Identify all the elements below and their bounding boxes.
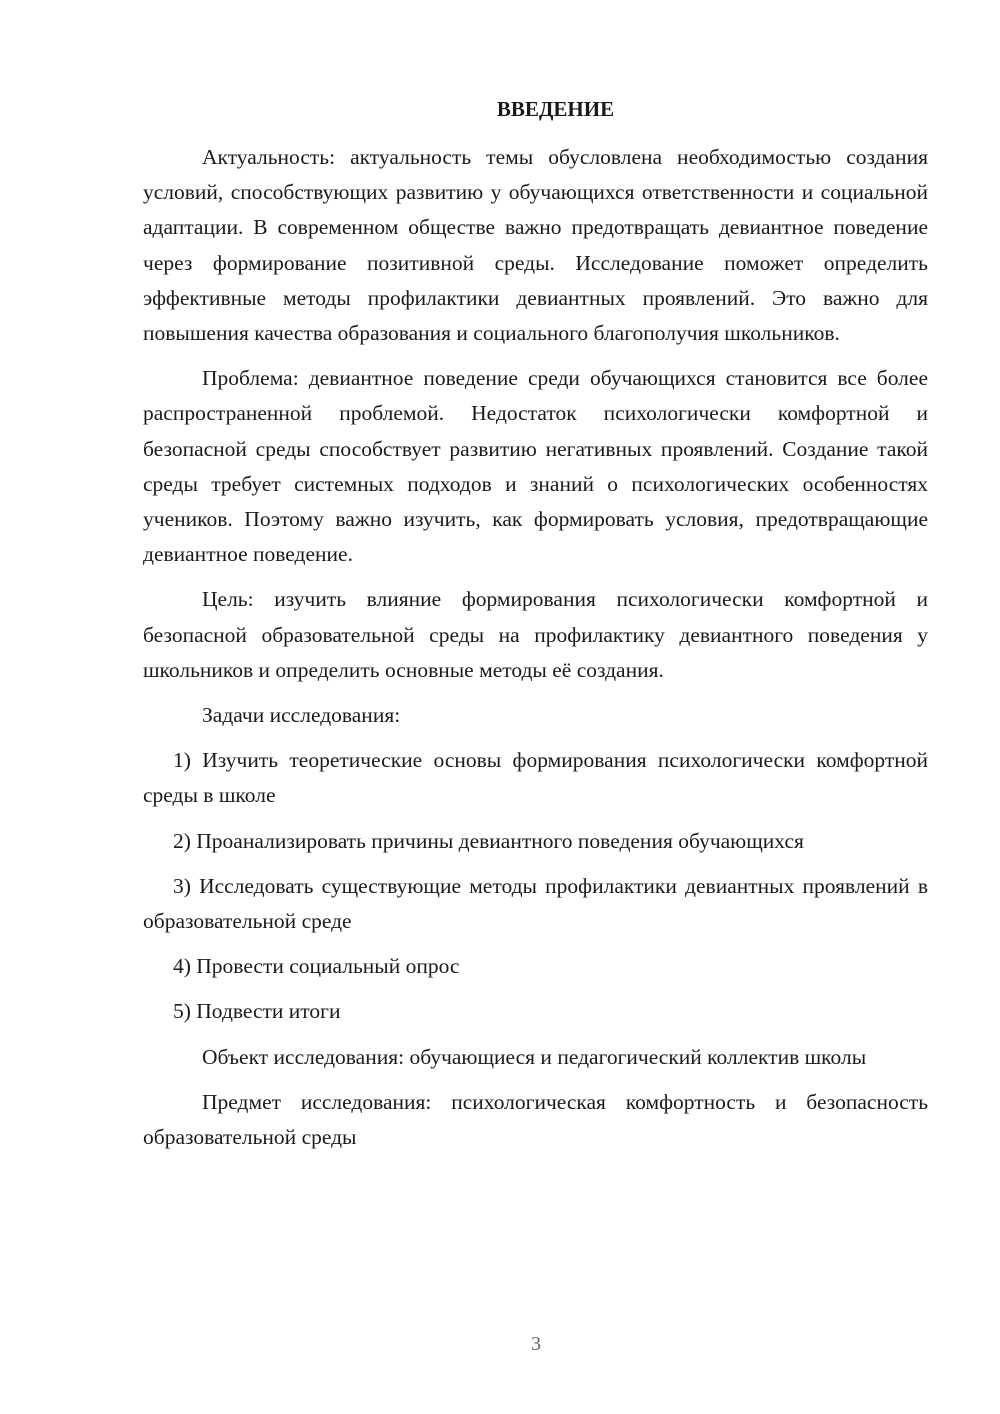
task-item-5: 5) Подвести итоги — [173, 999, 341, 1024]
task-item-1: 1) Изучить теоретические основы формирования психологически комфортной среды в школе — [143, 748, 928, 808]
document-page — [143, 92, 928, 1165]
section-title: ВВЕДЕНИЕ — [496, 97, 615, 121]
task-item-4: 4) Провести социальный опрос — [173, 954, 460, 979]
task-item-3: 3) Исследовать существующие методы профилактики девиантных проявлений в образовательной среде — [143, 873, 928, 934]
problem-paragraph: Проблема: девиантное поведение среди обучающихся становится все более распространенной проблемой. Недостаток психологически комфортной и безопасной среды способствует развитию негативных проявлений. Создание такой среды требует системных подходов и знаний о психологических особенностях учеников. Поэтому важно изучить, как формировать условия, предотвращающие девиантное поведение. — [143, 366, 928, 567]
tasks-heading: Задачи исследования: — [202, 703, 401, 728]
page-number: 3 — [531, 1333, 541, 1355]
task-item-2: 2) Проанализировать причины девиантного поведения обучающихся — [173, 828, 804, 853]
object-paragraph: Объект исследования: обучающиеся и педагогический коллектив школы — [202, 1044, 867, 1069]
subject-paragraph: Предмет исследования: психологическая комфортность и безопасность образовательной среды — [143, 1089, 928, 1150]
goal-paragraph: Цель: изучить влияние формирования психологически комфортной и безопасной образовательной среды на профилактику девиантного поведения у школьников и определить основные методы её создания. — [143, 587, 928, 682]
relevance-paragraph: Актуальность: актуальность темы обусловлена необходимостью создания условий, способствующих развитию у обучающихся ответственности и социальной адаптации. В современном обществе важно предотвращать девиантное поведение через формирование позитивной среды. Исследование поможет определить эффективные методы профилактики девиантных проявлений. Это важно для повышения качества образования и социального благополучия школьников. — [143, 145, 928, 346]
